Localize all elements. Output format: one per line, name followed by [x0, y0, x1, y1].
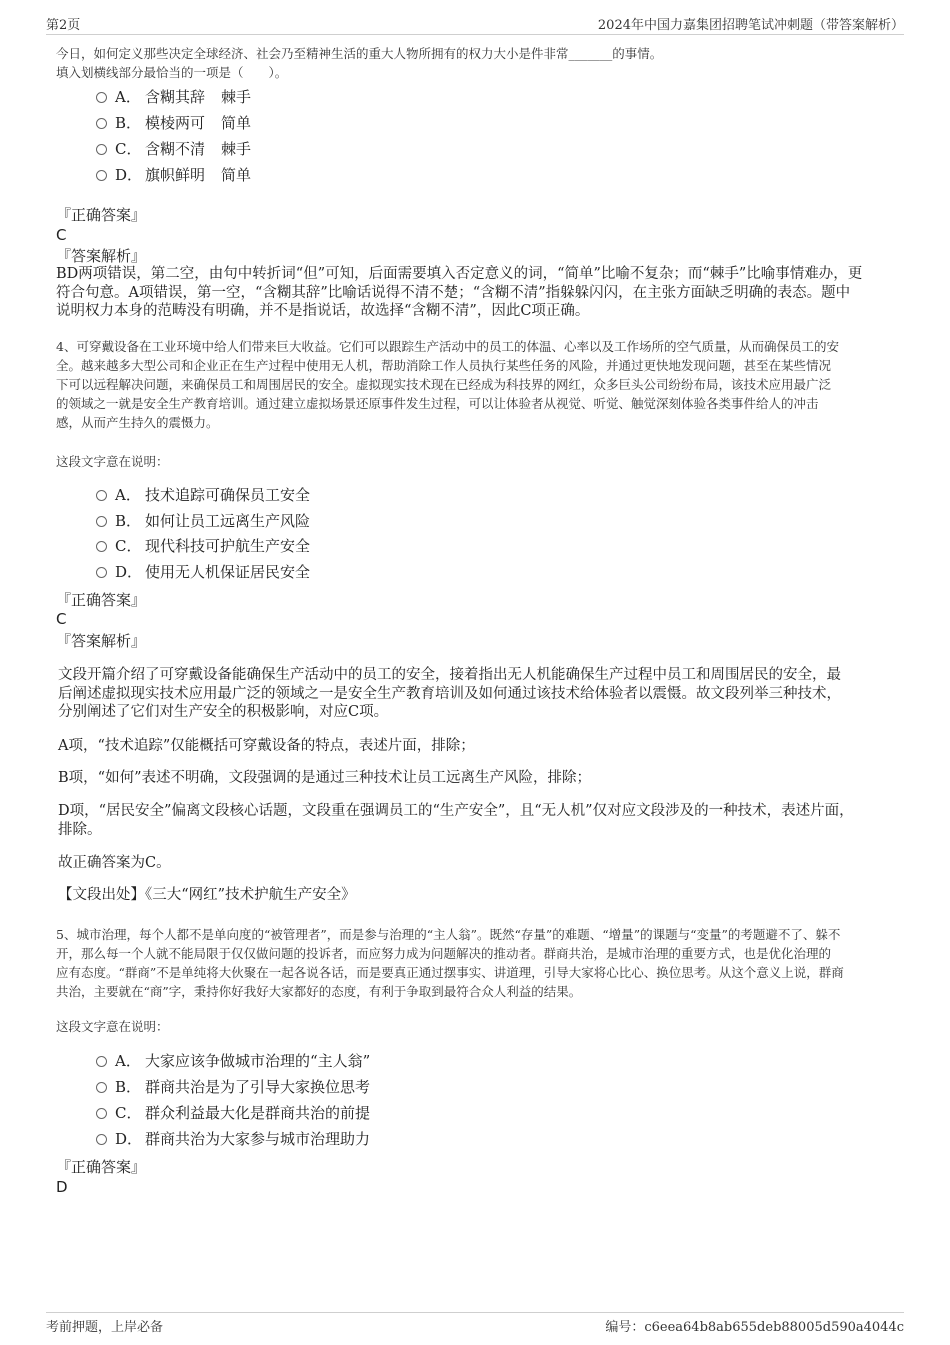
- q5-stem-line: 5、城市治理，每个人都不是单向度的“被管理者”，而是参与治理的“主人翁”。既然“存量”的难题、“增量”的课题与“变量”的考题避不了、躲不: [56, 927, 841, 942]
- q3-analysis-line: BD两项错误，第二空，由句中转折词“但”可知，后面需要填入否定意义的词，“简单”比喻不复杂；而“棘手”比喻事情难办，更: [56, 266, 863, 282]
- option-letter: A．: [115, 88, 141, 106]
- radio-icon[interactable]: [96, 490, 107, 501]
- q4-source: 【文段出处】《三大“网红”技术护航生产安全》: [58, 887, 356, 903]
- q4-answer: C: [56, 610, 67, 628]
- q4-analysis-line: D项，“居民安全”偏离文段核心话题，文段重在强调员工的“生产安全”，且“无人机”仅对应文段涉及的一种技术，表述片面，: [58, 803, 854, 819]
- radio-icon[interactable]: [96, 1056, 107, 1067]
- q3-stem-line: 填入划横线部分最恰当的一项是（ ）。: [56, 65, 288, 80]
- option-word-2: 简单: [221, 114, 252, 132]
- q4-analysis-d: [58, 802, 908, 839]
- page-footer: [46, 1312, 904, 1335]
- q4-analysis-a: A项，“技术追踪”仅能概括可穿戴设备的特点，表述片面，排除；: [58, 738, 475, 754]
- q4-analysis-summary: [58, 666, 908, 722]
- q3-analysis-line: 符合句意。A项错误，第一空，“含糊其辞”比喻话说得不清不楚；“含糊不清”指躲躲闪闪，在主张方面缺乏明确的表态。题中: [56, 284, 851, 301]
- option-letter: B．: [115, 114, 142, 132]
- q3-analysis: [56, 265, 906, 321]
- option-word-2: 棘手: [221, 140, 252, 158]
- option-letter: C．: [115, 1104, 142, 1122]
- page-number: 第2页: [46, 18, 81, 33]
- page-header: [46, 14, 904, 35]
- q4-prompt: 这段文字意在说明：: [56, 454, 169, 469]
- option-word-1: 旗帜鲜明: [145, 166, 206, 184]
- q3-answer: C: [56, 226, 67, 244]
- option-text: 群商共治是为了引导大家换位思考: [145, 1078, 371, 1096]
- q5-stem-line: 应有态度。“群商”不是单纯将大伙聚在一起各说各话，而是要真正通过摆事实、讲道理，引导大家将心比心、换位思考。从这个意义上说，群商: [56, 965, 844, 980]
- q5-option-a[interactable]: [96, 1050, 370, 1072]
- q5-option-b[interactable]: [96, 1076, 370, 1098]
- option-letter: C．: [115, 537, 142, 555]
- q4-stem-line: 的领域之一就是安全生产教育培训。通过建立虚拟场景还原事件发生过程，可以让体验者从视觉、听觉、触觉深刻体验各类事件给人的冲击: [56, 396, 819, 411]
- q4-analysis-line: 后阐述虚拟现实技术应用最广泛的领域之一是安全生产教育培训及如何通过该技术给体验者以震慑。故文段列举三种技术，: [58, 685, 841, 702]
- q3-stem: [56, 44, 662, 82]
- option-letter: D．: [115, 1130, 143, 1148]
- q4-analysis-line: 排除。: [58, 821, 102, 838]
- q4-stem: [56, 337, 906, 432]
- option-word-1: 模棱两可: [145, 114, 206, 132]
- document-title: 2024年中国力嘉集团招聘笔试冲刺题（带答案解析）: [597, 18, 904, 33]
- option-letter: D．: [115, 563, 143, 581]
- q4-stem-line: 全。越来越多大型公司和企业正在生产过程中使用无人机，帮助消除工作人员执行某些任务的风险，并通过更快地发现问题，甚至在某些情况: [56, 358, 832, 373]
- q3-analysis-label: 『答案解析』: [56, 247, 147, 265]
- q4-analysis-b: B项，“如何”表述不明确，文段强调的是通过三种技术让员工远离生产风险，排除；: [58, 770, 591, 786]
- q5-option-c[interactable]: [96, 1102, 370, 1124]
- radio-icon[interactable]: [96, 1082, 107, 1093]
- option-letter: D．: [115, 166, 143, 184]
- q3-stem-line: 今日，如何定义那些决定全球经济、社会乃至精神生活的重大人物所拥有的权力大小是件非常_______的事情。: [56, 46, 663, 61]
- option-letter: B．: [115, 1078, 142, 1096]
- option-word-1: 含糊其辞: [145, 88, 206, 106]
- option-letter: C．: [115, 140, 142, 158]
- q4-analysis-label: 『答案解析』: [56, 632, 147, 650]
- radio-icon[interactable]: [96, 144, 107, 155]
- radio-icon[interactable]: [96, 118, 107, 129]
- q4-answer-label: 『正确答案』: [56, 591, 147, 609]
- q3-option-c[interactable]: [96, 138, 251, 160]
- q5-prompt: 这段文字意在说明：: [56, 1019, 169, 1034]
- option-text: 如何让员工远离生产风险: [145, 512, 311, 530]
- q3-answer-label: 『正确答案』: [56, 206, 147, 224]
- q3-option-a[interactable]: [96, 86, 251, 108]
- radio-icon[interactable]: [96, 516, 107, 527]
- option-text: 技术追踪可确保员工安全: [145, 486, 311, 504]
- q5-stem: [56, 925, 906, 1001]
- radio-icon[interactable]: [96, 1108, 107, 1119]
- q3-option-d[interactable]: [96, 164, 251, 186]
- q4-stem-line: 感，从而产生持久的震慑力。: [56, 415, 219, 430]
- footer-slogan: 考前押题，上岸必备: [46, 1320, 164, 1335]
- q4-conclusion: 故正确答案为C。: [58, 855, 171, 871]
- q4-stem-line: 4、可穿戴设备在工业环境中给人们带来巨大收益。它们可以跟踪生产活动中的员工的体温、心率以及工作场所的空气质量，从而确保员工的安: [56, 339, 839, 354]
- option-text: 现代科技可护航生产安全: [145, 537, 311, 555]
- q4-analysis-line: 分别阐述了它们对生产安全的积极影响，对应C项。: [58, 704, 389, 720]
- option-letter: B．: [115, 512, 142, 530]
- option-letter: A．: [115, 1052, 141, 1070]
- q4-option-a[interactable]: [96, 484, 310, 506]
- q4-analysis-line: 文段开篇介绍了可穿戴设备能确保生产活动中的员工的安全，接着指出无人机能确保生产过程中员工和周围居民的安全，最: [58, 667, 841, 683]
- q5-answer-label: 『正确答案』: [56, 1158, 147, 1176]
- q4-option-b[interactable]: [96, 510, 310, 532]
- option-word-2: 简单: [221, 166, 252, 184]
- radio-icon[interactable]: [96, 170, 107, 181]
- q4-option-c[interactable]: [96, 535, 310, 557]
- option-text: 使用无人机保证居民安全: [145, 563, 311, 581]
- option-text: 群众利益最大化是群商共治的前提: [145, 1104, 371, 1122]
- q3-option-b[interactable]: [96, 112, 251, 134]
- q5-stem-line: 开，那么每一个人就不能局限于仅仅做问题的投诉者，而应努力成为问题解决的推动者。群商共治，是城市治理的重要方式，也是优化治理的: [56, 946, 832, 961]
- document-serial: 编号：c6eea64b8ab655deb88005d590a4044c: [605, 1320, 904, 1335]
- q5-stem-line: 共治，主要就在“商”字，秉持你好我好大家都好的态度，有利于争取到最符合众人利益的结果。: [56, 984, 582, 999]
- q4-stem-line: 下可以远程解决问题，来确保员工和周围居民的安全。虚拟现实技术现在已经成为科技界的网红，众多巨头公司纷纷布局，该技术应用最广泛: [56, 377, 832, 392]
- option-word-2: 棘手: [221, 88, 252, 106]
- radio-icon[interactable]: [96, 541, 107, 552]
- q5-option-d[interactable]: [96, 1128, 370, 1150]
- q3-analysis-line: 说明权力本身的范畴没有明确，并不是指说话，故选择“含糊不清”，因此C项正确。: [56, 303, 590, 319]
- radio-icon[interactable]: [96, 567, 107, 578]
- option-letter: A．: [115, 486, 141, 504]
- option-text: 大家应该争做城市治理的“主人翁”: [145, 1052, 371, 1070]
- radio-icon[interactable]: [96, 1134, 107, 1145]
- q4-option-d[interactable]: [96, 561, 310, 583]
- option-word-1: 含糊不清: [145, 140, 206, 158]
- q5-answer: D: [56, 1178, 68, 1196]
- option-text: 群商共治为大家参与城市治理助力: [145, 1130, 371, 1148]
- radio-icon[interactable]: [96, 92, 107, 103]
